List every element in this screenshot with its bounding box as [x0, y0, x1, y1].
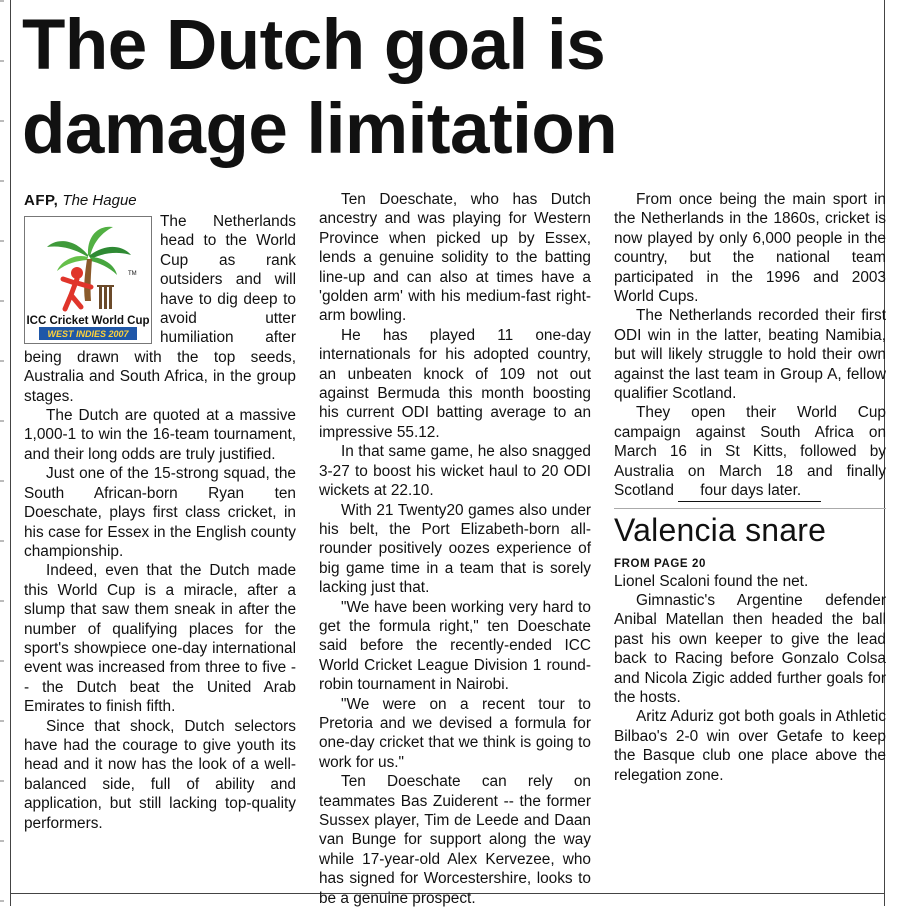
byline	[24, 190, 296, 212]
article-paragraph: From once being the main sport in the Netherlands in the 1860s, cricket is now played by only 6,000 people in the country, but the national team participated in the 1996 and 2003 World Cups.	[614, 191, 886, 306]
article-paragraph: "We were on a recent tour to Pretoria and we devised a formula for one-day cricket that we think is going to work for us."	[319, 695, 591, 771]
article-column-3	[614, 190, 886, 785]
logo-graphic	[25, 217, 151, 343]
sidebar-title: Valencia snare	[614, 508, 886, 549]
article-paragraph: Indeed, even that the Dutch made this World Cup is a miracle, after a slump that saw them sneak in after the number of qualifying places for the sport's showpiece one-day international event was increased from three to five -- the Dutch beat the United Arab Emirates to finish fifth.	[24, 562, 296, 716]
byline-place: The Hague	[62, 192, 137, 209]
article-paragraph: Since that shock, Dutch selectors have had the courage to give youth its head and it now has the look of a well-balanced side, full of ability and application, but still lacking top-quality performers.	[24, 717, 296, 832]
article-paragraph-continued: Ten Doeschate can rely on teammates Bas Zuiderent -- the former Sussex player, Tim de Leede and Daan van Bunge for support along the way while 17-year-old Alex Kervezee, who has signed for Worcestershire, looks to be a genuine prospect.	[319, 773, 591, 907]
logo-subtitle: WEST INDIES 2007	[47, 329, 129, 339]
article-paragraph-final	[614, 403, 886, 501]
headline: The Dutch goal is damage limitation	[22, 6, 618, 169]
article-paragraph: The Netherlands head to the World Cup as rank outsiders and will have to dig deep to avoid utter humiliation after being drawn with the top seeds, Australia and South Africa, in the group stages.	[24, 213, 296, 405]
article-final-underlined: four days later.	[678, 481, 821, 501]
sidebar-kicker: FROM PAGE 20	[614, 557, 706, 570]
article-final-text: They open their World Cup campaign against South Africa on March 16 in St Kitts, followed by Australia on March 18 and finally Scotland	[614, 404, 886, 500]
article-column-2	[319, 190, 591, 908]
sidebar-paragraph: Gimnastic's Argentine defender Anibal Matellan then headed the ball past his own keeper to give the lead back to Racing before Gonzalo Colsa and Nicola Zigic added further goals for the hosts.	[614, 591, 886, 706]
byline-agency: AFP,	[24, 192, 59, 209]
article-paragraph: Ten Doeschate, who has Dutch ancestry and was playing for Western Province when picked up by Essex, lends a genuine solidity to the batting line-up and can also at times have a 'golden arm' with his medium-fast right-arm bowling.	[319, 191, 591, 325]
article-column-1	[24, 190, 296, 833]
cricket-world-cup-logo	[24, 216, 152, 344]
article-paragraph: "We have been working very hard to get the formula right," ten Doeschate said before the recently-ended ICC World Cricket League Division 1 round-robin tournament in Nairobi.	[319, 598, 591, 694]
article-paragraph: With 21 Twenty20 games also under his belt, the Port Elizabeth-born all-rounder positively oozes experience of big game time in a team that is sorely lacking just that.	[319, 501, 591, 597]
logo-tm-mark: TM	[128, 271, 137, 277]
article-paragraph: The Netherlands recorded their first ODI win in the latter, beating Namibia, but will likely struggle to hold their own against the last team in Group A, fellow qualifier Scotland.	[614, 307, 886, 403]
page-edge-marks	[0, 0, 4, 906]
article-paragraph: He has played 11 one-day internationals for his adopted country, an unbeaten knock of 109 not out against Bermuda this month boosting his current ODI batting average to an impressive 55.12.	[319, 326, 591, 441]
logo-title: ICC Cricket World Cup	[26, 315, 150, 327]
sidebar-paragraph: Lionel Scaloni found the net.	[614, 572, 809, 590]
article-paragraph: In that same game, he also snagged 3-27 to boost his wicket haul to 20 ODI wickets at 22.10.	[319, 443, 591, 500]
frame-left-rule	[10, 0, 11, 906]
article-paragraph: The Dutch are quoted at a massive 1,000-1 to win the 16-team tournament, and their long odds are truly justified.	[24, 407, 296, 463]
sidebar-paragraph: Aritz Aduriz got both goals in Athletic Bilbao's 2-0 win over Getafe to keep the Basque club one place above the relegation zone.	[614, 708, 886, 784]
article-paragraph: Just one of the 15-strong squad, the South African-born Ryan ten Doeschate, plays first class cricket, in his case for Essex in the English county championship.	[24, 465, 296, 560]
